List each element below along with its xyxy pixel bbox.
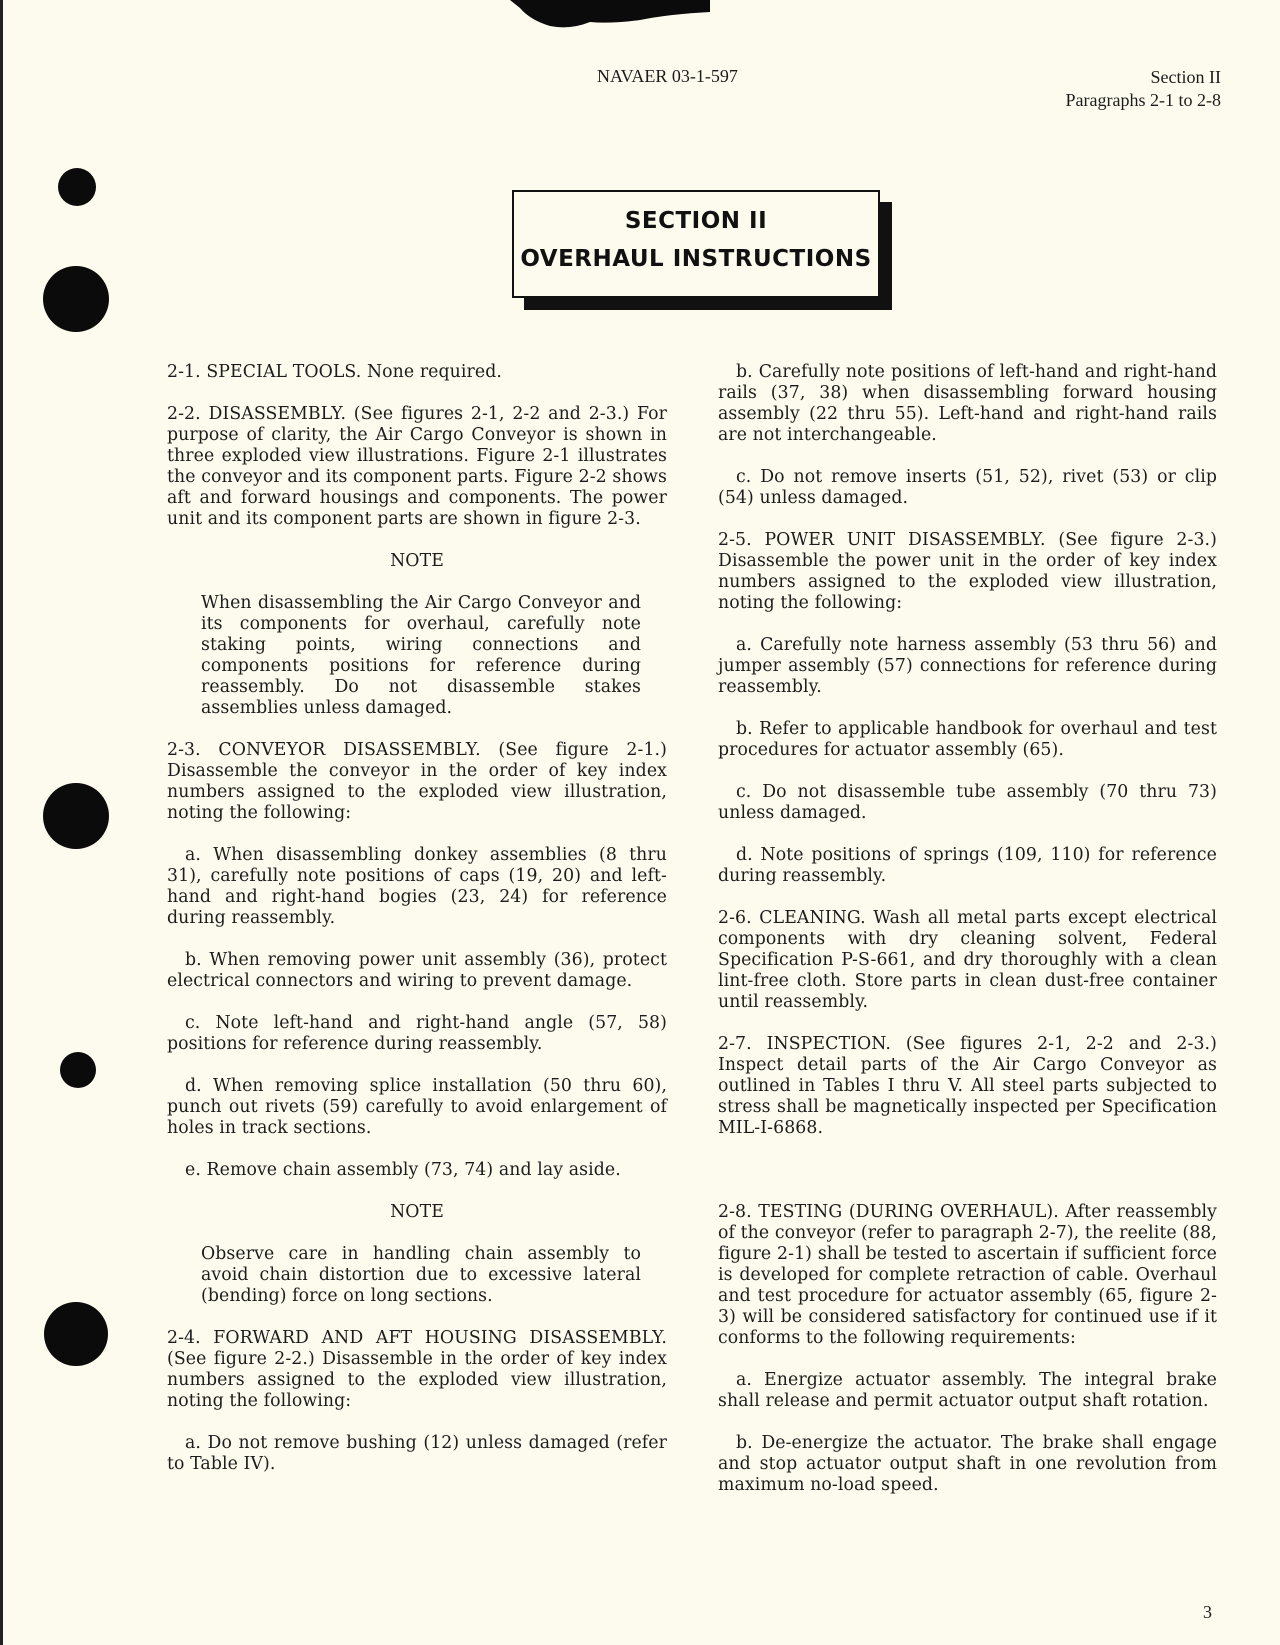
paragraph-2-3: 2-3. CONVEYOR DISASSEMBLY. (See figure 2-1.) Disassemble the conveyor in the order of key index numbers assigned to the exploded view illustration, noting the following: [167,740,667,823]
binder-hole-large-2 [43,783,109,849]
paragraph-2-7: 2-7. INSPECTION. (See figures 2-1, 2-2 and 2-3.) Inspect detail parts of the Air Cargo Conveyor as outlined in Tables I thru V. All steel parts subjected to stress shall be magnetically inspected per Specification MIL-I-6868. [718,1034,1217,1138]
left-column [167,362,667,1496]
paragraph-2-4: 2-4. FORWARD AND AFT HOUSING DISASSEMBLY. (See figure 2-2.) Disassemble in the order of key index numbers assigned to the exploded view illustration, noting the following: [167,1328,667,1411]
list-item: c. Do not remove inserts (51, 52), rivet (53) or clip (54) unless damaged. [718,467,1217,508]
list-item: e. Remove chain assembly (73, 74) and lay aside. [185,1160,621,1180]
paragraph-2-1: 2-1. SPECIAL TOOLS. None required. [167,362,502,382]
list-item: a. Energize actuator assembly. The integral brake shall release and permit actuator output shaft rotation. [718,1370,1217,1411]
list-item: c. Do not disassemble tube assembly (70 thru 73) unless damaged. [718,782,1217,823]
binder-hole-small-2 [60,1052,96,1088]
right-column [718,362,1217,1517]
note-body: Observe care in handling chain assembly to avoid chain distortion due to excessive lateral (bending) force on long sections. [201,1244,641,1306]
binder-hole-large-1 [43,266,109,332]
list-item: b. Refer to applicable handbook for overhaul and test procedures for actuator assembly (65). [718,719,1217,760]
page-number: 3 [1203,1602,1212,1622]
paragraph-2-2: 2-2. DISASSEMBLY. (See figures 2-1, 2-2 and 2-3.) For purpose of clarity, the Air Cargo Conveyor is shown in three exploded view illustrations. Figure 2-1 illustrates the conveyor and its component parts. Figure 2-2 shows aft and forward housings and components. The power unit and its component parts are shown in figure 2-3. [167,404,667,529]
note-heading: NOTE [390,551,444,571]
list-item: b. De-energize the actuator. The brake shall engage and stop actuator output shaft in one revolution from maximum no-load speed. [718,1433,1217,1495]
list-item: c. Note left-hand and right-hand angle (57, 58) positions for reference during reassembly. [167,1013,667,1054]
list-item: a. When disassembling donkey assemblies (8 thru 31), carefully note positions of caps (19, 20) and left-hand and right-hand bogies (23, 24) for reference during reassembly. [167,845,667,928]
list-item: a. Do not remove bushing (12) unless damaged (refer to Table IV). [167,1433,667,1474]
list-item: d. When removing splice installation (50 thru 60), punch out rivets (59) carefully to avoid enlargement of holes in track sections. [167,1076,667,1138]
list-item: d. Note positions of springs (109, 110) for reference during reassembly. [718,845,1217,886]
note-heading: NOTE [390,1202,444,1222]
section-title-box [512,190,880,298]
paragraph-range: Paragraphs 2-1 to 2-8 [1065,90,1221,110]
document-number: NAVAER 03-1-597 [597,66,738,86]
list-item: b. When removing power unit assembly (36), protect electrical connectors and wiring to prevent damage. [167,950,667,991]
binder-hole-large-3 [44,1302,108,1366]
list-item: a. Carefully note harness assembly (53 thru 56) and jumper assembly (57) connections for reference during reassembly. [718,635,1217,697]
section-label: Section II [1150,67,1221,87]
note-body: When disassembling the Air Cargo Conveyor and its components for overhaul, carefully note staking points, wiring connections and components positions for reference during reassembly. Do not disassemble stakes assemblies unless damaged. [201,593,641,718]
list-item: b. Carefully note positions of left-hand and right-hand rails (37, 38) when disassembling forward housing assembly (22 thru 55). Left-hand and right-hand rails are not interchangeable. [718,362,1217,445]
spacer [718,1160,1217,1202]
page-edge [0,0,3,1645]
paragraph-2-6: 2-6. CLEANING. Wash all metal parts except electrical components with dry cleaning solvent, Federal Specification P-S-661, and dry thoroughly with a clean lint-free cloth. Store parts in clean dust-free container until reassembly. [718,908,1217,1012]
section-subtitle: OVERHAUL INSTRUCTIONS [520,246,872,272]
torn-corner-shadow [470,0,710,30]
paragraph-2-5: 2-5. POWER UNIT DISASSEMBLY. (See figure 2-3.) Disassemble the power unit in the order of key index numbers assigned to the exploded view illustration, noting the following: [718,530,1217,613]
binder-hole-small-1 [58,168,96,206]
section-title: SECTION II [624,208,768,234]
section-reference [1066,66,1221,112]
paragraph-2-8: 2-8. TESTING (DURING OVERHAUL). After reassembly of the conveyor (refer to paragraph 2-7), the reelite (88, figure 2-1) shall be tested to ascertain if sufficient force is developed for complete retraction of cable. Overhaul and test procedure for actuator assembly (65, figure 2-3) will be considered satisfactory for continued use if it conforms to the following requirements: [718,1202,1217,1348]
